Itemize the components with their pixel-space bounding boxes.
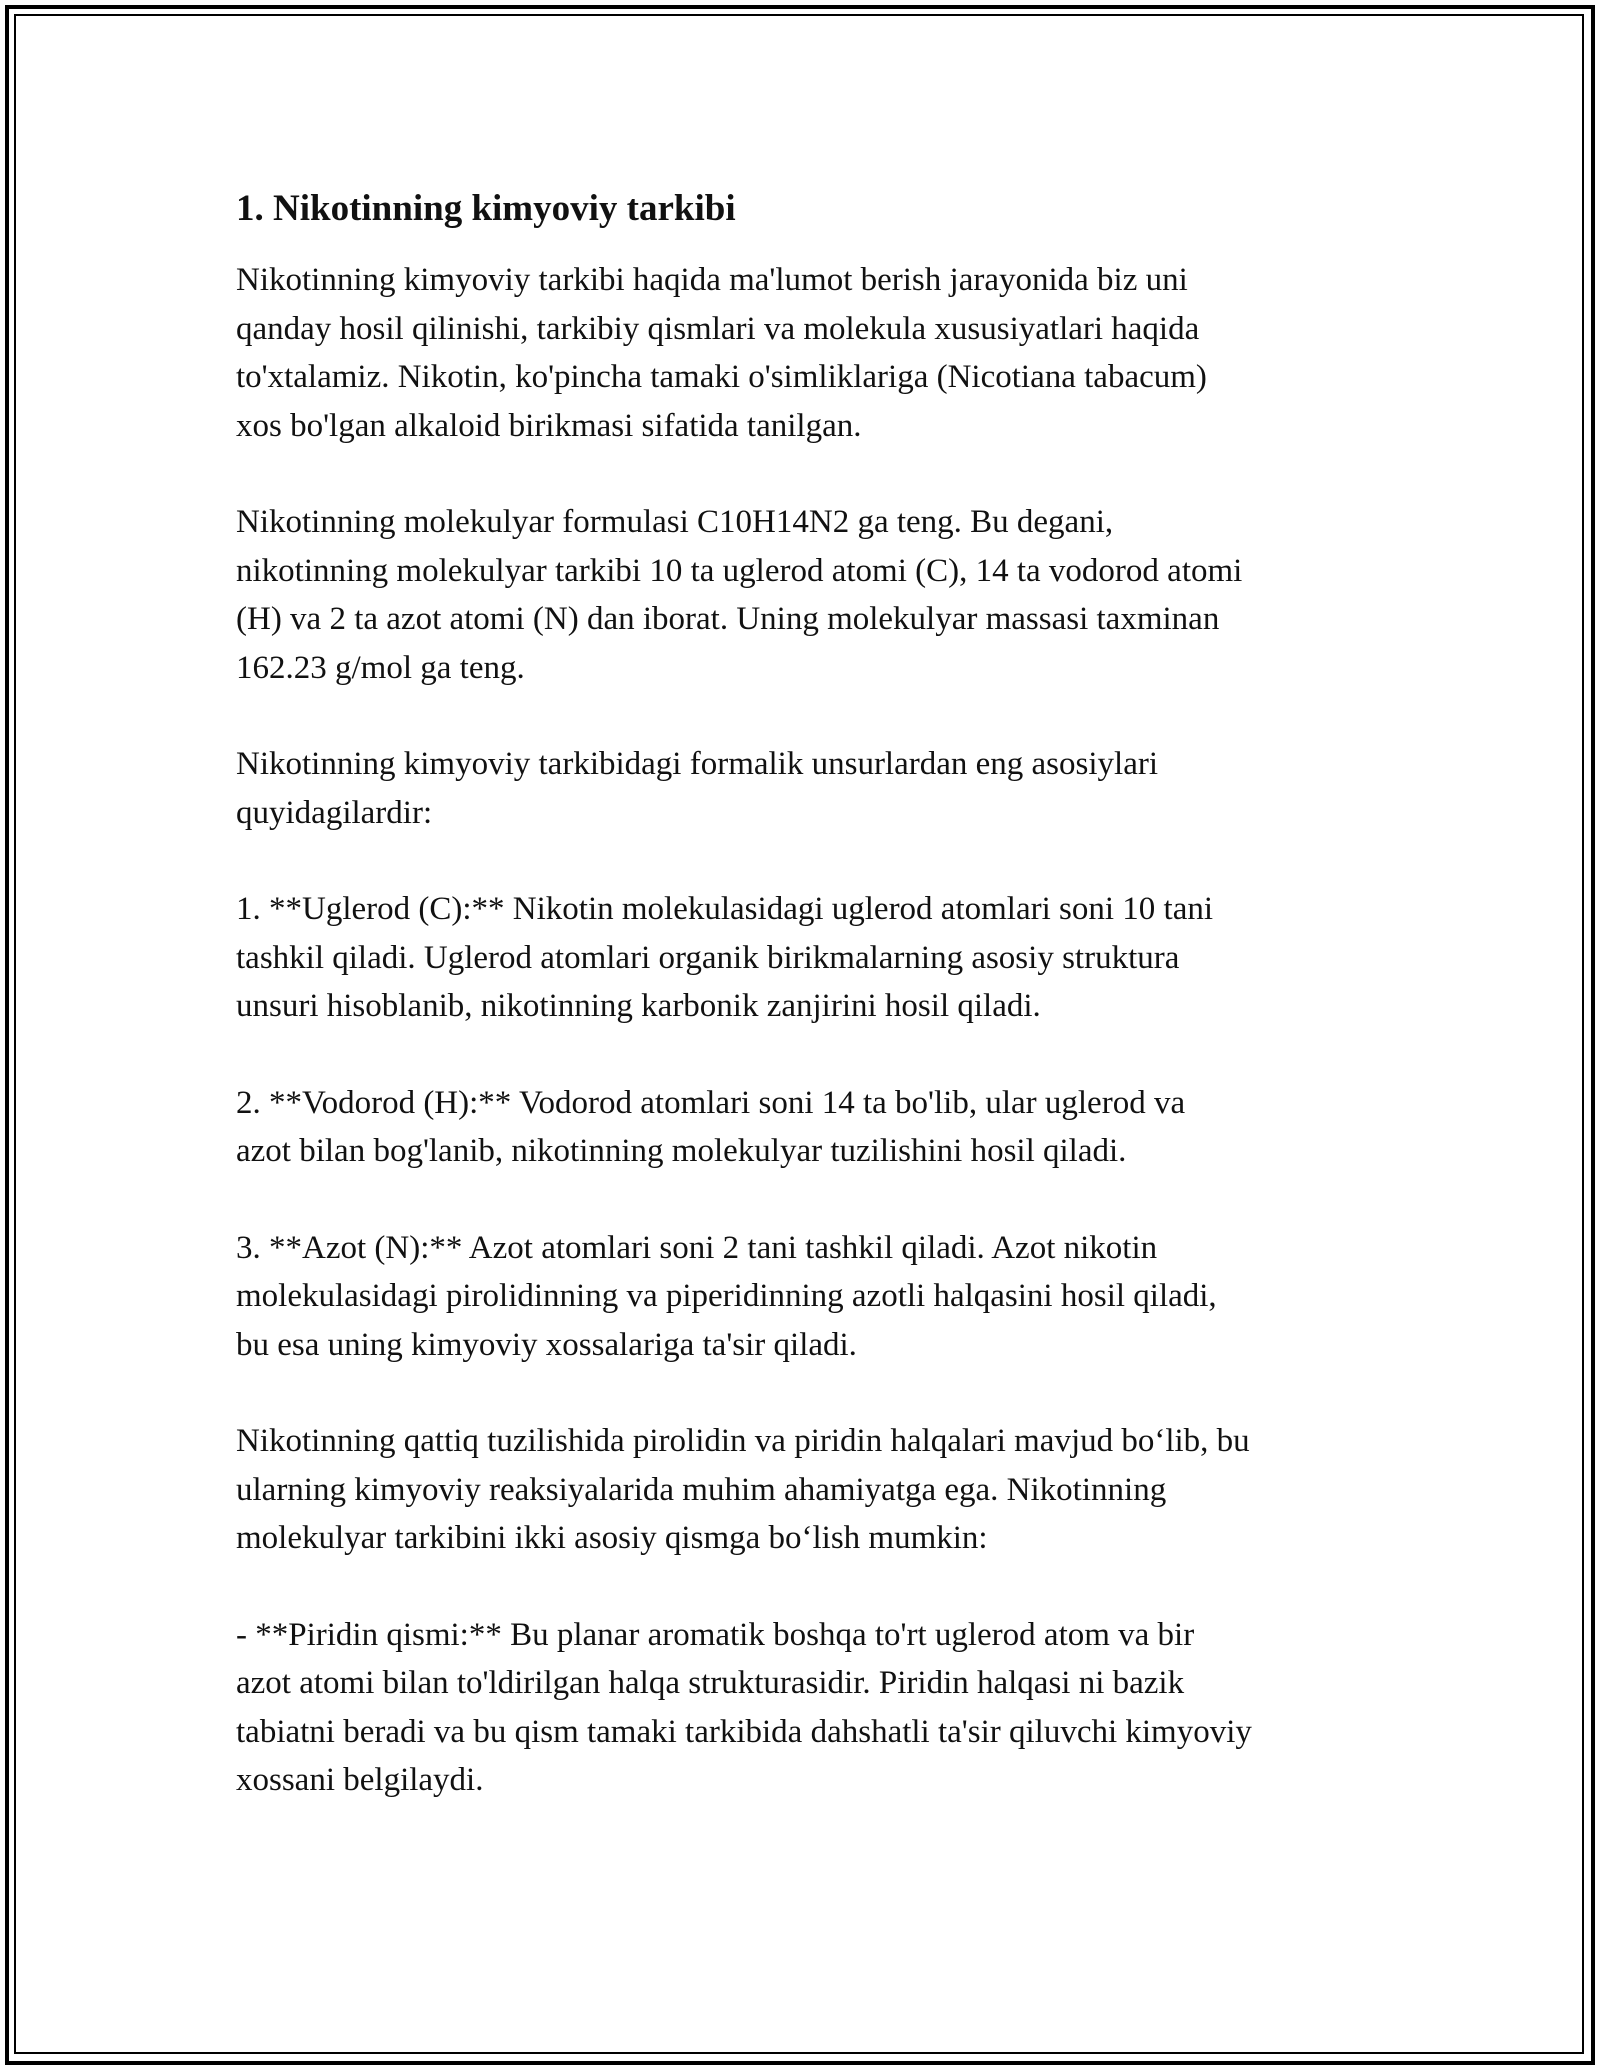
section-heading: 1. Nikotinning kimyoviy tarkibi — [236, 188, 736, 229]
paragraph-rings: Nikotinning qattiq tuzilishida pirolidin va piridin halqalari mavjud bo‘lib, bu ularning kimyoviy reaksiyalarida muhim ahamiyatga ega. Nikotinning molekulyar tarkibini ikki asosiy qismga bo‘lish mumkin: — [236, 1423, 1250, 1556]
paragraph-formula: Nikotinning molekulyar formulasi C10H14N2 ga teng. Bu degani, nikotinning molekulyar tarkibi 10 ta uglerod atomi (C), 14 ta vodorod atomi (H) va 2 ta azot atomi (N) dan iborat. Uning molekulyar massasi taxminan 162.23 g/mol ga teng. — [236, 504, 1243, 686]
document-body — [236, 184, 1386, 1805]
list-item-pyridine: - **Piridin qismi:** Bu planar aromatik boshqa to'rt uglerod atom va bir azot atomi bilan to'ldirilgan halqa strukturasidir. Piridin halqasi ni bazik tabiatni beradi va bu qism tamaki tarkibida dahshatli ta'sir qiluvchi kimyoviy xossani belgilaydi. — [236, 1616, 1252, 1798]
list-item-nitrogen: 3. **Azot (N):** Azot atomlari soni 2 tani tashkil qiladi. Azot nikotin molekulasidagi pirolidinning va piperidinning azotli halqasini hosil qiladi, bu esa uning kimyoviy xossalariga ta'sir qiladi. — [236, 1229, 1217, 1363]
list-item-hydrogen: 2. **Vodorod (H):** Vodorod atomlari soni 14 ta bo'lib, ular uglerod va azot bilan bog'lanib, nikotinning molekulyar tuzilishini hosil qiladi. — [236, 1084, 1186, 1169]
list-item-carbon: 1. **Uglerod (C):** Nikotin molekulasidagi uglerod atomlari soni 10 tani tashkil qiladi. Uglerod atomlari organik birikmalarning asosiy struktura unsuri hisoblanib, nikotinning karbonik zanjirini hosil qiladi. — [236, 891, 1214, 1024]
paragraph-intro: Nikotinning kimyoviy tarkibi haqida ma'lumot berish jarayonida biz uni qanday hosil qilinishi, tarkibiy qismlari va molekula xususiyatlari haqida to'xtalamiz. Nikotin, ko'pincha tamaki o'simliklariga (Nicotiana tabacum) xos bo'lgan alkaloid birikmasi sifatida tanilgan. — [236, 262, 1207, 444]
paragraph-elements-intro: Nikotinning kimyoviy tarkibidagi formalik unsurlardan eng asosiylari quyidagilardir: — [236, 746, 1159, 831]
